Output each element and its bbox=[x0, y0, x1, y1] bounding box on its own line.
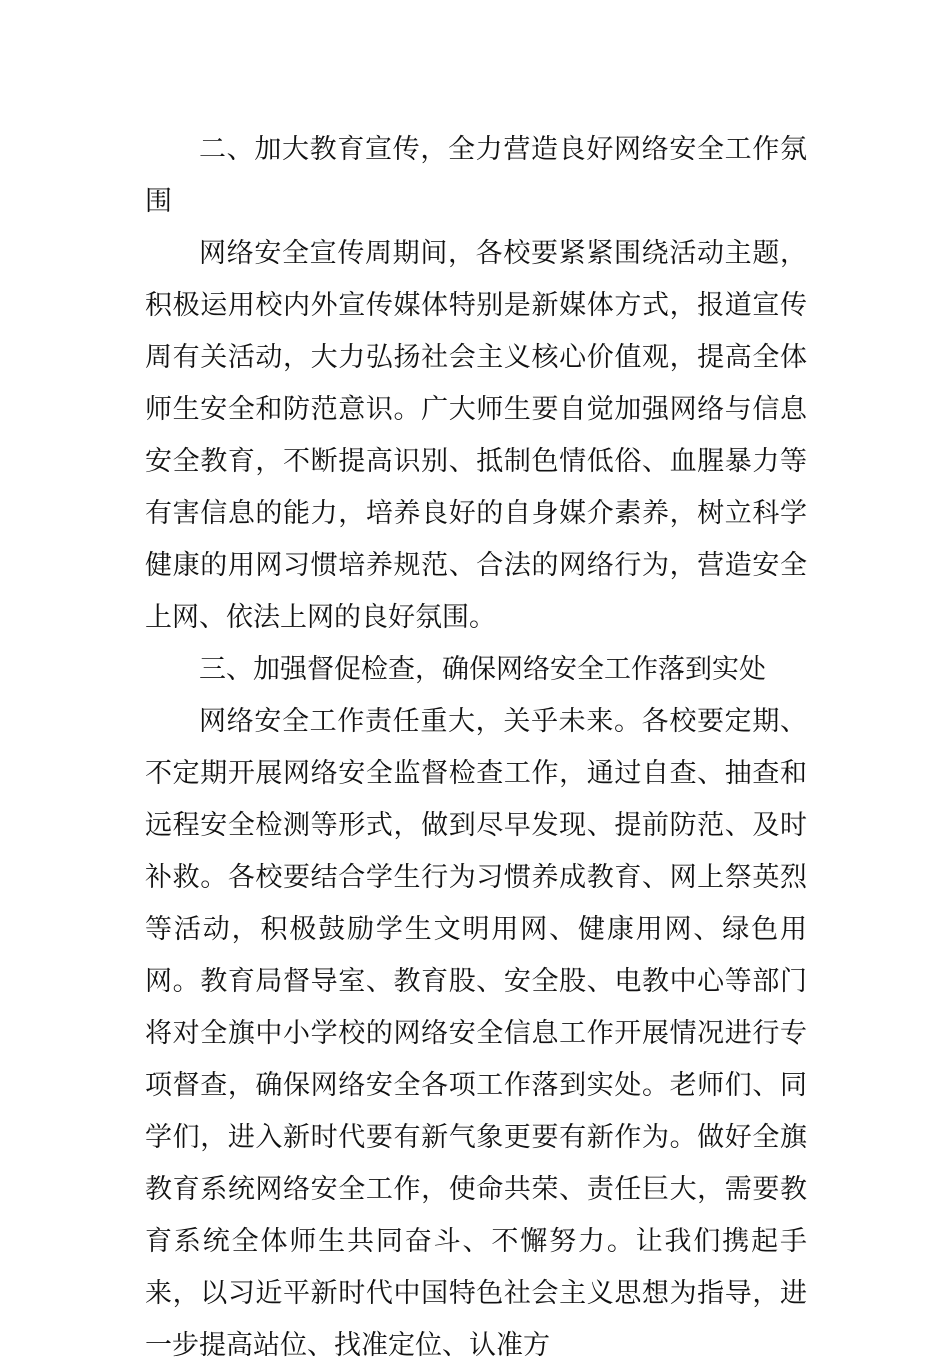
body-paragraph-3: 网络安全工作责任重大，关乎未来。各校要定期、不定期开展网络安全监督检查工作，通过自查、抽查和远程安全检测等形式，做到尽早发现、提前防范、及时补救。各校要结合学生行为习惯养成教育、网上祭英烈等活动，积极鼓励学生文明用网、健康用网、绿色用网。教育局督导室、教育股、安全股、电教中心等部门将对全旗中小学校的网络安全信息工作开展情况进行专项督查，确保网络安全各项工作落到实处。老师们、同学们，进入新时代要有新气象更要有新作为。做好全旗教育系统网络安全工作，使命共荣、责任巨大，需要教育系统全体师生共同奋斗、不懈努力。让我们携起手来，以习近平新时代中国特色社会主义思想为指导，进一步提高站位、找准定位、认准方 bbox=[145, 706, 807, 1361]
document-body bbox=[145, 124, 807, 1372]
body-paragraph-2: 网络安全宣传周期间，各校要紧紧围绕活动主题，积极运用校内外宣传媒体特别是新媒体方式，报道宣传周有关活动，大力弘扬社会主义核心价值观，提高全体师生安全和防范意识。广大师生要自觉加强网络与信息安全教育，不断提高识别、抵制色情低俗、血腥暴力等有害信息的能力，培养良好的自身媒介素养，树立科学健康的用网习惯培养规范、合法的网络行为，营造安全上网、依法上网的良好氛围。 bbox=[145, 238, 807, 633]
section-heading-3: 三、加强督促检查，确保网络安全工作落到实处 bbox=[199, 654, 766, 685]
section-heading-2: 二、加大教育宣传，全力营造良好网络安全工作氛围 bbox=[145, 134, 807, 217]
